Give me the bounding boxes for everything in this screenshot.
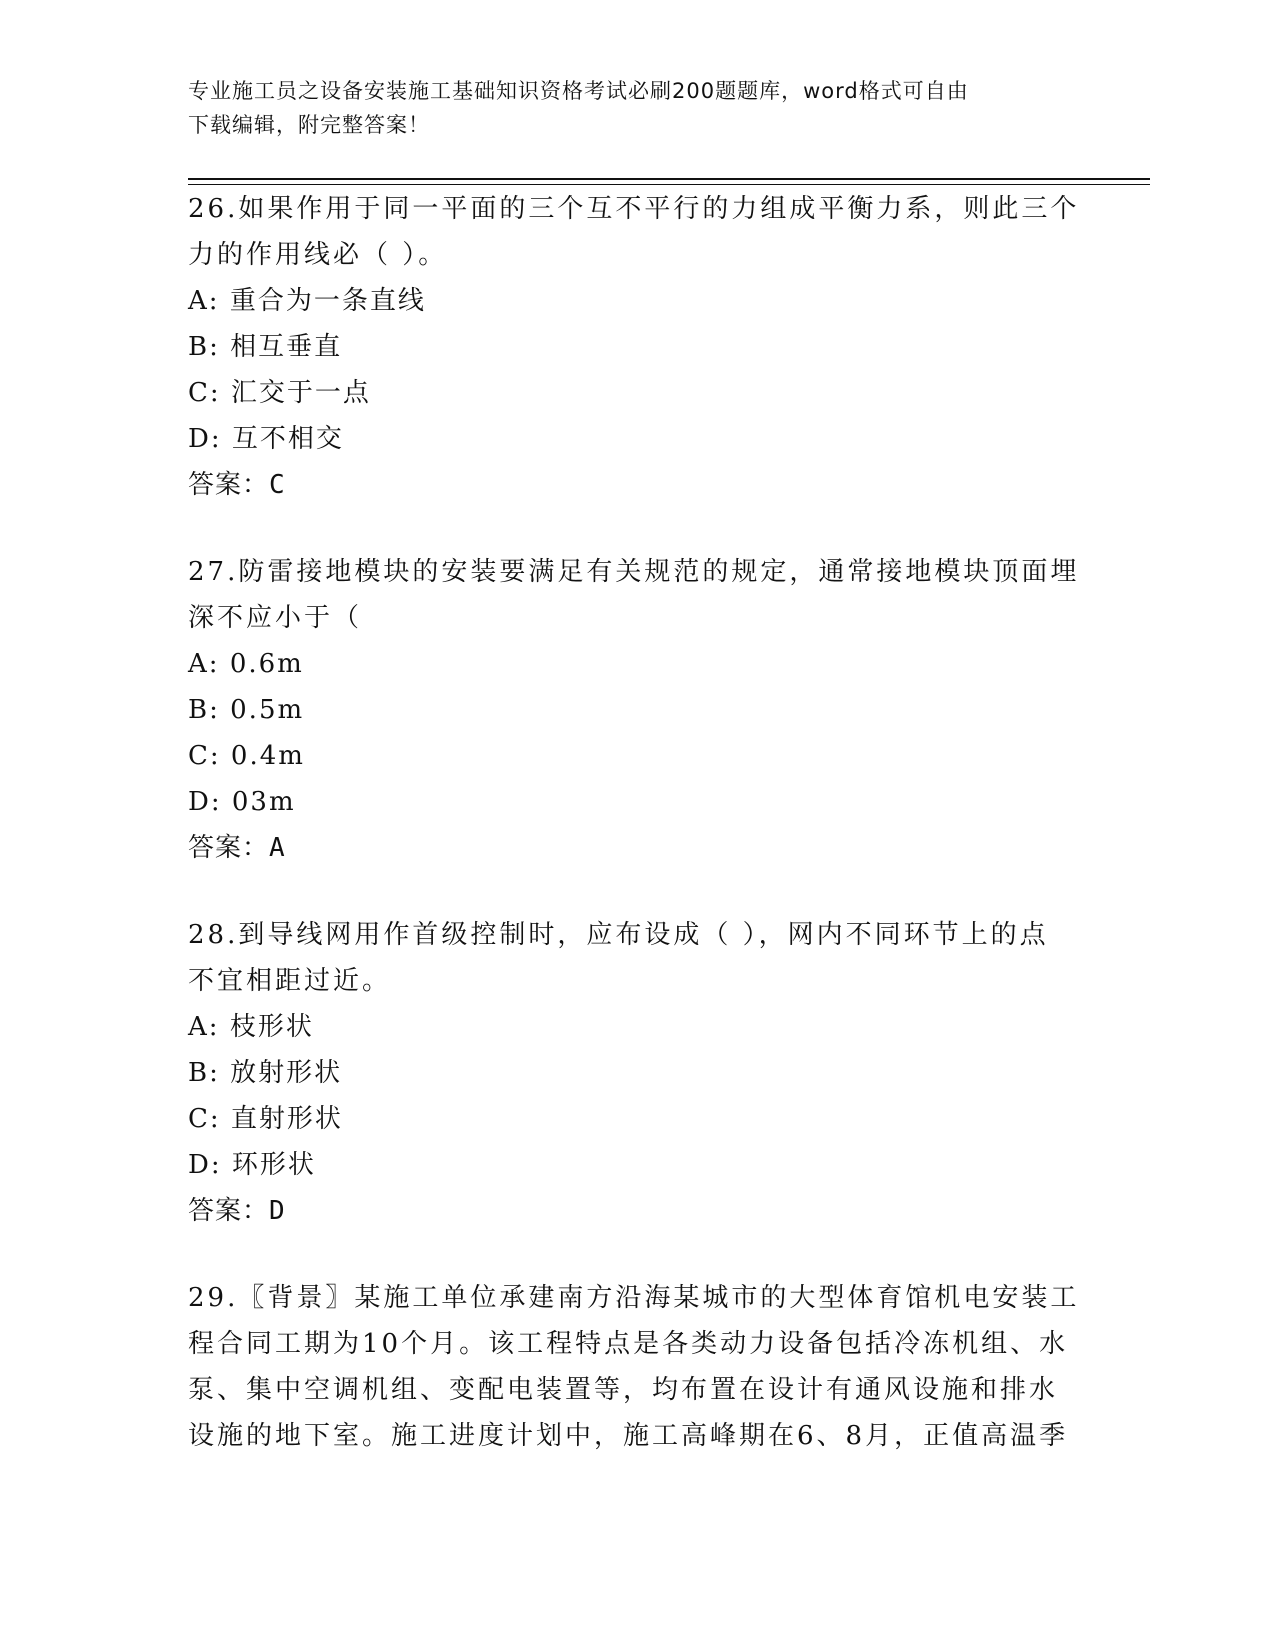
question-stem-line: 力的作用线必（ ）。 [188, 240, 448, 270]
option-text: 0.4m [230, 741, 305, 771]
option-b [188, 1050, 1088, 1096]
header-divider-thick [188, 178, 1150, 180]
question-stem-line: 程合同工期为10个月。该工程特点是各类动力设备包括冷冻机组、水 [188, 1329, 1069, 1359]
option-label: D: [188, 424, 222, 454]
option-text: 重合为一条直线 [229, 286, 426, 316]
option-b [188, 687, 1088, 733]
question-stem-line: 26.如果作用于同一平面的三个互不平行的力组成平衡力系，则此三个 [188, 194, 1080, 224]
option-label: A: [188, 1012, 220, 1042]
option-a [188, 278, 1088, 324]
option-text: 放射形状 [230, 1058, 343, 1088]
answer-line [188, 462, 1088, 508]
option-label: D: [188, 1150, 222, 1180]
option-label: B: [188, 695, 220, 725]
header-divider-thin [188, 184, 1150, 185]
option-label: C: [188, 1104, 221, 1134]
question-stem-line: 27.防雷接地模块的安装要满足有关规范的规定，通常接地模块顶面埋 [188, 557, 1080, 587]
question-29 [188, 1275, 1088, 1459]
question-stem-line: 设施的地下室。施工进度计划中，施工高峰期在6、8月，正值高温季 [188, 1421, 1069, 1451]
option-d [188, 1142, 1088, 1188]
answer-label: 答案： [188, 833, 270, 863]
option-d [188, 779, 1088, 825]
option-label: B: [188, 1058, 220, 1088]
option-a [188, 641, 1088, 687]
answer-label: 答案： [188, 1196, 270, 1226]
option-text: 相互垂直 [230, 332, 343, 362]
option-label: C: [188, 378, 221, 408]
option-text: 0.5m [230, 695, 305, 725]
question-stem [188, 912, 1088, 1004]
option-label: C: [188, 741, 221, 771]
answer-value: D [269, 1196, 286, 1226]
option-label: D: [188, 787, 222, 817]
question-stem-line: 泵、集中空调机组、变配电装置等，均布置在设计有通风设施和排水 [188, 1375, 1059, 1405]
question-stem-line: 不宜相距过近。 [188, 966, 392, 996]
option-c [188, 370, 1088, 416]
option-d [188, 416, 1088, 462]
option-c [188, 733, 1088, 779]
question-stem [188, 186, 1088, 278]
option-text: 直射形状 [230, 1104, 343, 1134]
option-text: 互不相交 [231, 424, 344, 454]
question-stem-line: 28.到导线网用作首级控制时，应布设成（ ），网内不同环节上的点 [188, 920, 1049, 950]
option-text: 环形状 [231, 1150, 316, 1180]
option-text: 03m [231, 787, 296, 817]
question-stem-line: 深不应小于（ [188, 603, 363, 633]
question-stem [188, 549, 1088, 641]
answer-label: 答案： [188, 470, 270, 500]
question-28 [188, 912, 1088, 1234]
answer-line [188, 1188, 1088, 1234]
answer-line [188, 825, 1088, 871]
option-c [188, 1096, 1088, 1142]
option-label: A: [188, 286, 220, 316]
option-a [188, 1004, 1088, 1050]
option-label: B: [188, 332, 220, 362]
option-label: A: [188, 649, 220, 679]
option-text: 枝形状 [229, 1012, 314, 1042]
document-header [188, 74, 1068, 142]
option-text: 0.6m [229, 649, 304, 679]
answer-value: C [269, 470, 286, 500]
question-stem-line: 29.〖背景〗某施工单位承建南方沿海某城市的大型体育馆机电安装工 [188, 1283, 1080, 1313]
header-line-2: 下载编辑，附完整答案！ [188, 113, 430, 137]
question-26 [188, 186, 1088, 508]
answer-value: A [269, 833, 286, 863]
header-line-1: 专业施工员之设备安装施工基础知识资格考试必刷200题题库，word格式可自由 [188, 79, 969, 103]
option-b [188, 324, 1088, 370]
question-stem [188, 1275, 1088, 1459]
question-27 [188, 549, 1088, 871]
option-text: 汇交于一点 [230, 378, 371, 408]
